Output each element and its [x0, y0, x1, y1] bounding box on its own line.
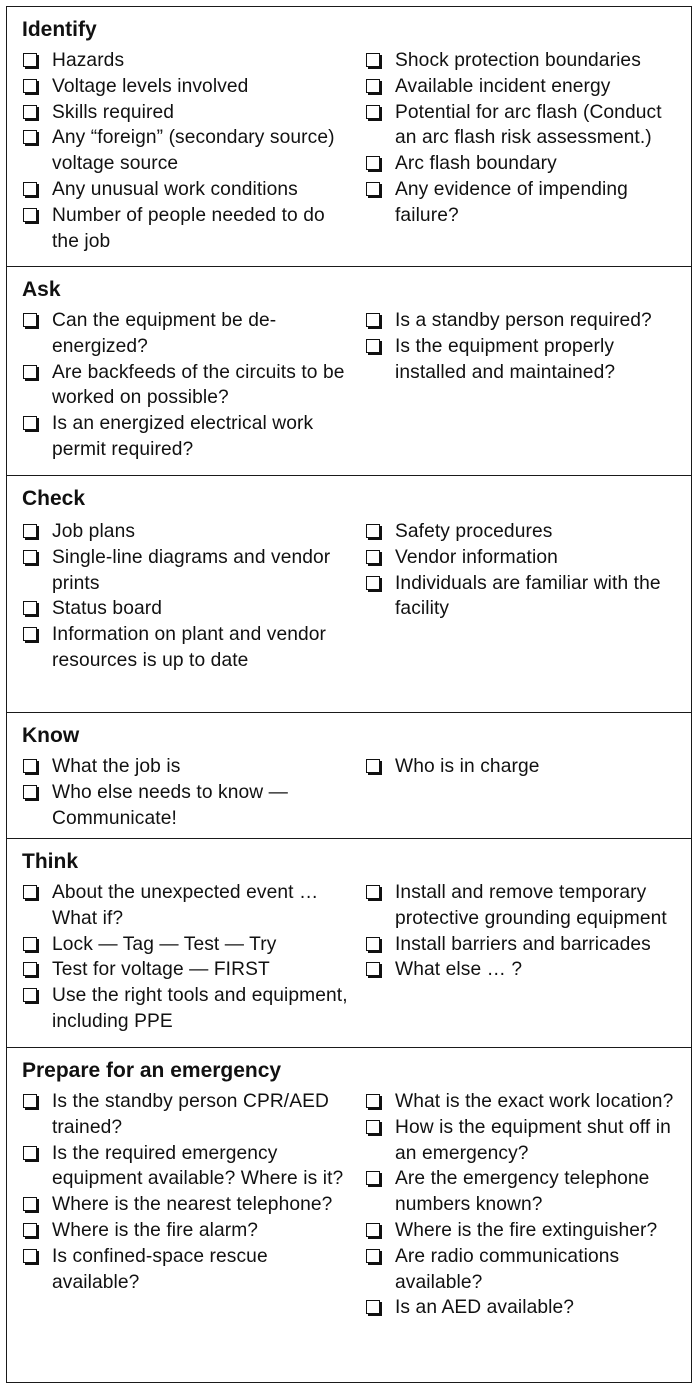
checkbox[interactable] — [366, 53, 380, 67]
checklist-item: Arc flash boundary — [365, 151, 687, 177]
checkbox[interactable] — [23, 885, 37, 899]
checkbox[interactable] — [23, 627, 37, 641]
section-title: Think — [22, 850, 78, 873]
left-column — [22, 754, 352, 831]
checklist-item: Test for voltage — FIRST — [22, 957, 352, 983]
checklist-item: Hazards — [22, 48, 352, 74]
checkbox[interactable] — [366, 182, 380, 196]
checklist-item: Information on plant and vendor resources is up to date — [22, 622, 352, 674]
checklist-item: Safety procedures — [365, 519, 687, 545]
right-column — [365, 519, 687, 622]
checkbox[interactable] — [23, 208, 37, 222]
checklist-item: Install barriers and barricades — [365, 932, 687, 958]
section-check — [7, 476, 691, 713]
checklist-item: Is confined-space rescue available? — [22, 1244, 352, 1296]
checkbox[interactable] — [366, 79, 380, 93]
checklist-item: Any unusual work conditions — [22, 177, 352, 203]
checkbox[interactable] — [23, 79, 37, 93]
checkbox[interactable] — [23, 785, 37, 799]
checklist-item: Voltage levels involved — [22, 74, 352, 100]
checkbox[interactable] — [23, 182, 37, 196]
checkbox[interactable] — [23, 962, 37, 976]
checklist-item: Is the equipment properly installed and maintained? — [365, 334, 687, 386]
checkbox[interactable] — [23, 130, 37, 144]
checklist-item: Any evidence of impending failure? — [365, 177, 687, 229]
checklist-item: Shock protection boundaries — [365, 48, 687, 74]
checkbox[interactable] — [366, 885, 380, 899]
checklist-item: Individuals are familiar with the facility — [365, 571, 687, 623]
checkbox[interactable] — [23, 416, 37, 430]
checklist-item: Install and remove temporary protective grounding equipment — [365, 880, 687, 932]
checkbox[interactable] — [23, 1223, 37, 1237]
checkbox[interactable] — [366, 156, 380, 170]
right-column — [365, 1089, 687, 1321]
checkbox[interactable] — [366, 962, 380, 976]
right-column — [365, 880, 687, 983]
right-column — [365, 308, 687, 385]
section-ask — [7, 267, 691, 476]
checkbox[interactable] — [366, 1171, 380, 1185]
checklist-item: Is a standby person required? — [365, 308, 687, 334]
checklist-item: Single-line diagrams and vendor prints — [22, 545, 352, 597]
checkbox[interactable] — [23, 550, 37, 564]
section-title: Identify — [22, 18, 97, 41]
checkbox[interactable] — [23, 524, 37, 538]
section-know — [7, 713, 691, 839]
checkbox[interactable] — [366, 1120, 380, 1134]
checkbox[interactable] — [23, 988, 37, 1002]
checklist-item: Is the standby person CPR/AED trained? — [22, 1089, 352, 1141]
section-title: Know — [22, 724, 80, 747]
checklist-item: What the job is — [22, 754, 352, 780]
checklist-item: Job plans — [22, 519, 352, 545]
section-title: Check — [22, 487, 86, 510]
right-column — [365, 754, 687, 780]
checklist-item: Who is in charge — [365, 754, 687, 780]
checklist-item: Are backfeeds of the circuits to be worked on possible? — [22, 360, 352, 412]
checklist-item: Is the required emergency equipment available? Where is it? — [22, 1141, 352, 1193]
left-column — [22, 880, 352, 1035]
checkbox[interactable] — [366, 313, 380, 327]
left-column — [22, 308, 352, 463]
checkbox[interactable] — [23, 1249, 37, 1263]
checklist-item: Use the right tools and equipment, including PPE — [22, 983, 352, 1035]
checklist-item: Vendor information — [365, 545, 687, 571]
section-prepare-for-emergency — [7, 1048, 691, 1384]
checklist-item: Where is the nearest telephone? — [22, 1192, 352, 1218]
checklist-item: Any “foreign” (secondary source) voltage source — [22, 125, 352, 177]
checklist-item: What is the exact work location? — [365, 1089, 687, 1115]
checkbox[interactable] — [366, 759, 380, 773]
checkbox[interactable] — [366, 1300, 380, 1314]
checklist-item: Can the equipment be de-energized? — [22, 308, 352, 360]
checkbox[interactable] — [23, 53, 37, 67]
checkbox[interactable] — [366, 105, 380, 119]
checkbox[interactable] — [23, 937, 37, 951]
section-identify — [7, 7, 691, 267]
checklist-item: Potential for arc flash (Conduct an arc flash risk assessment.) — [365, 100, 687, 152]
left-column — [22, 48, 352, 254]
checkbox[interactable] — [23, 601, 37, 615]
checklist-item: Is an energized electrical work permit required? — [22, 411, 352, 463]
checkbox[interactable] — [23, 105, 37, 119]
checkbox[interactable] — [366, 524, 380, 538]
checkbox[interactable] — [366, 339, 380, 353]
checklist-item: Status board — [22, 596, 352, 622]
checkbox[interactable] — [366, 576, 380, 590]
checklist-item: Available incident energy — [365, 74, 687, 100]
checklist-item: Number of people needed to do the job — [22, 203, 352, 255]
checkbox[interactable] — [23, 1094, 37, 1108]
checkbox[interactable] — [23, 365, 37, 379]
checklist-item: Where is the fire extinguisher? — [365, 1218, 687, 1244]
checklist-item: What else … ? — [365, 957, 687, 983]
section-think — [7, 839, 691, 1048]
checkbox[interactable] — [366, 937, 380, 951]
checkbox[interactable] — [366, 1094, 380, 1108]
checkbox[interactable] — [366, 1223, 380, 1237]
left-column — [22, 519, 352, 674]
checkbox[interactable] — [366, 550, 380, 564]
left-column — [22, 1089, 352, 1295]
checkbox[interactable] — [23, 759, 37, 773]
checklist-item: About the unexpected event … What if? — [22, 880, 352, 932]
checkbox[interactable] — [23, 1197, 37, 1211]
section-title: Prepare for an emergency — [22, 1059, 282, 1082]
checklist-item: Are radio communications available? — [365, 1244, 687, 1296]
checklist-item: Lock — Tag — Test — Try — [22, 932, 352, 958]
checklist-item: How is the equipment shut off in an emergency? — [365, 1115, 687, 1167]
checkbox[interactable] — [366, 1249, 380, 1263]
checkbox[interactable] — [23, 1146, 37, 1160]
checklist-table — [6, 6, 692, 1383]
checklist-item: Is an AED available? — [365, 1295, 687, 1321]
checklist-item: Skills required — [22, 100, 352, 126]
section-title: Ask — [22, 278, 61, 301]
checkbox[interactable] — [23, 313, 37, 327]
checklist-item: Who else needs to know — Communicate! — [22, 780, 352, 832]
checklist-item: Where is the fire alarm? — [22, 1218, 352, 1244]
right-column — [365, 48, 687, 229]
checklist-item: Are the emergency telephone numbers known? — [365, 1166, 687, 1218]
